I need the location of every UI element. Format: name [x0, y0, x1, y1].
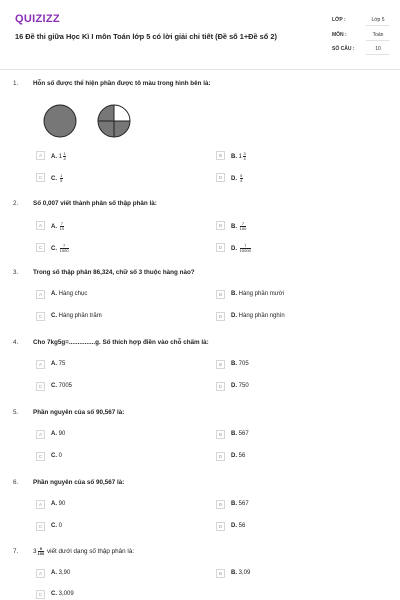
- option-letter: A.: [51, 501, 57, 507]
- option-box: D: [216, 382, 225, 391]
- option-value: 3,90: [58, 570, 71, 576]
- meta-grade-label: LỚP :: [332, 17, 346, 23]
- fraction-denominator: 5: [60, 178, 63, 183]
- question-7-text: [33, 547, 134, 556]
- option-letter: B.: [231, 154, 237, 161]
- meta-subject-label: MÔN :: [332, 32, 347, 38]
- fraction-denominator: 10000: [239, 248, 251, 253]
- worksheet-header: [0, 0, 400, 70]
- question-1-text: Hỗn số được thể hiện phần được tô màu trong hình bên là:: [33, 80, 211, 87]
- option-value: Hàng chục: [58, 291, 88, 297]
- option-box: A: [36, 500, 45, 509]
- option-value: 90: [58, 431, 66, 437]
- meta-count-value: 10: [366, 44, 390, 55]
- question-2-text: Số 0,007 viết thành phân số thập phân là:: [33, 200, 157, 207]
- fraction-numerator: 9: [38, 547, 45, 552]
- quizizz-logo[interactable]: QUIZIZZ: [15, 13, 60, 25]
- option-letter: B.: [231, 361, 237, 367]
- question-6-number: 6.: [13, 479, 19, 486]
- option-letter: C.: [51, 176, 57, 183]
- option-value: 567: [238, 501, 249, 507]
- option-letter: A.: [51, 361, 57, 367]
- question-7-rest: viết dưới dạng số thập phân là:: [45, 548, 135, 556]
- fraction-denominator: 10: [59, 226, 65, 231]
- question-4-number: 4.: [13, 339, 19, 346]
- fraction-numerator: 7: [240, 244, 251, 249]
- option-box: B: [216, 569, 225, 578]
- option-letter: A.: [51, 154, 57, 161]
- option-box: B: [216, 151, 225, 160]
- fraction-numerator: 3: [243, 151, 246, 156]
- option-letter: C.: [51, 313, 57, 319]
- fraction-denominator: 100: [239, 226, 247, 231]
- question-2-number: 2.: [13, 200, 19, 207]
- option-value: 750: [238, 383, 249, 389]
- option-value: 56: [238, 453, 246, 459]
- meta-count-label: SỐ CÂU :: [332, 46, 355, 52]
- option-box: C: [36, 590, 45, 599]
- option-box: C: [36, 173, 45, 182]
- option-box: B: [216, 290, 225, 299]
- option-letter: B.: [231, 431, 237, 437]
- option-box: A: [36, 569, 45, 578]
- meta-grade-value: Lớp 5: [366, 15, 390, 26]
- question-1-number: 1.: [13, 80, 19, 87]
- option-value: 0: [58, 523, 63, 529]
- option-box: B: [216, 360, 225, 369]
- meta-count: [332, 44, 390, 55]
- question-4-text: Cho 7kg5g=...............g. Số thích hợp điền vào chỗ chấm là:: [33, 339, 209, 346]
- question-7-fraction: [38, 547, 45, 556]
- option-letter: B.: [231, 501, 237, 507]
- question-5-number: 5.: [13, 409, 19, 416]
- three-quarter-shaded-circle: [98, 105, 130, 137]
- option-letter: D.: [231, 313, 237, 319]
- option-box: D: [216, 452, 225, 461]
- meta-subject-value: Toán: [366, 30, 390, 41]
- option-fraction: [240, 244, 251, 253]
- option-letter: A.: [51, 224, 57, 231]
- option-value: Hàng phần trăm: [58, 313, 102, 319]
- option-value: Hàng phần mười: [238, 291, 284, 297]
- option-letter: A.: [51, 431, 57, 437]
- option-fraction: [243, 152, 246, 161]
- fraction-numerator: 1: [60, 173, 63, 178]
- option-letter: A.: [51, 570, 57, 576]
- option-letter: D.: [231, 523, 237, 529]
- option-box: B: [216, 500, 225, 509]
- option-letter: A.: [51, 291, 57, 297]
- option-whole: 1: [58, 154, 63, 161]
- option-box: D: [216, 173, 225, 182]
- option-letter: C.: [51, 591, 57, 597]
- option-letter: D.: [231, 383, 237, 389]
- option-fraction: [60, 222, 64, 231]
- option-fraction: [60, 174, 63, 183]
- option-fraction: [60, 244, 69, 253]
- fraction-numerator: 7: [240, 222, 247, 227]
- option-letter: B.: [231, 224, 237, 231]
- option-box: C: [36, 312, 45, 321]
- option-box: C: [36, 243, 45, 252]
- full-shaded-circle: [44, 105, 76, 137]
- option-box: C: [36, 452, 45, 461]
- fraction-denominator: 4: [63, 156, 66, 161]
- fraction-denominator: 4: [243, 156, 246, 161]
- option-letter: C.: [51, 523, 57, 529]
- option-letter: B.: [231, 570, 237, 576]
- option-value: Hàng phần nghìn: [238, 313, 285, 319]
- question-3-text: Trong số thập phân 86,324, chữ số 3 thuộc hàng nào?: [33, 269, 195, 276]
- fraction-numerator: 7: [60, 244, 69, 249]
- option-whole: 1: [238, 154, 243, 161]
- option-letter: D.: [231, 246, 237, 253]
- option-box: A: [36, 290, 45, 299]
- option-letter: B.: [231, 291, 237, 297]
- option-letter: C.: [51, 383, 57, 389]
- fraction-numerator: 7: [60, 221, 64, 226]
- fraction-numerator: 1: [63, 151, 66, 156]
- option-letter: C.: [51, 453, 57, 459]
- meta-grade: [332, 15, 390, 26]
- option-value: 567: [238, 431, 249, 437]
- option-value: 0: [58, 453, 63, 459]
- option-letter: D.: [231, 176, 237, 183]
- option-value: 3,09: [238, 570, 251, 576]
- option-letter: D.: [231, 453, 237, 459]
- option-value: 3,009: [58, 591, 74, 597]
- option-box: B: [216, 430, 225, 439]
- option-box: B: [216, 221, 225, 230]
- fraction-denominator: 4: [240, 178, 243, 183]
- option-box: A: [36, 360, 45, 369]
- question-3-number: 3.: [13, 269, 19, 276]
- option-value: 90: [58, 501, 66, 507]
- option-fraction: [63, 152, 66, 161]
- option-box: C: [36, 522, 45, 531]
- question-7-whole: 3: [33, 548, 37, 556]
- option-box: D: [216, 243, 225, 252]
- question-6-text: Phần nguyên của số 90,567 là:: [33, 479, 125, 486]
- question-7-number: 7.: [13, 548, 19, 555]
- option-box: D: [216, 312, 225, 321]
- option-value: 56: [238, 523, 246, 529]
- option-fraction: [240, 174, 243, 183]
- worksheet-title: 16 Đề thi giữa Học Kì I môn Toán lớp 5 có lời giải chi tiết (Đề số 1+Đề số 2): [15, 32, 277, 41]
- option-fraction: [240, 222, 247, 231]
- question-5-text: Phần nguyên của số 90,567 là:: [33, 409, 125, 416]
- option-value: 705: [238, 361, 249, 367]
- option-box: C: [36, 382, 45, 391]
- fraction-figure: [42, 103, 142, 139]
- meta-subject: [332, 30, 390, 41]
- option-value: 7005: [58, 383, 73, 389]
- option-letter: C.: [51, 246, 57, 253]
- option-box: D: [216, 522, 225, 531]
- fraction-denominator: 1000: [59, 248, 69, 253]
- fraction-denominator: 100: [37, 551, 45, 556]
- option-value: 75: [58, 361, 66, 367]
- option-box: A: [36, 151, 45, 160]
- option-box: A: [36, 221, 45, 230]
- option-box: A: [36, 430, 45, 439]
- fraction-numerator: 5: [240, 173, 243, 178]
